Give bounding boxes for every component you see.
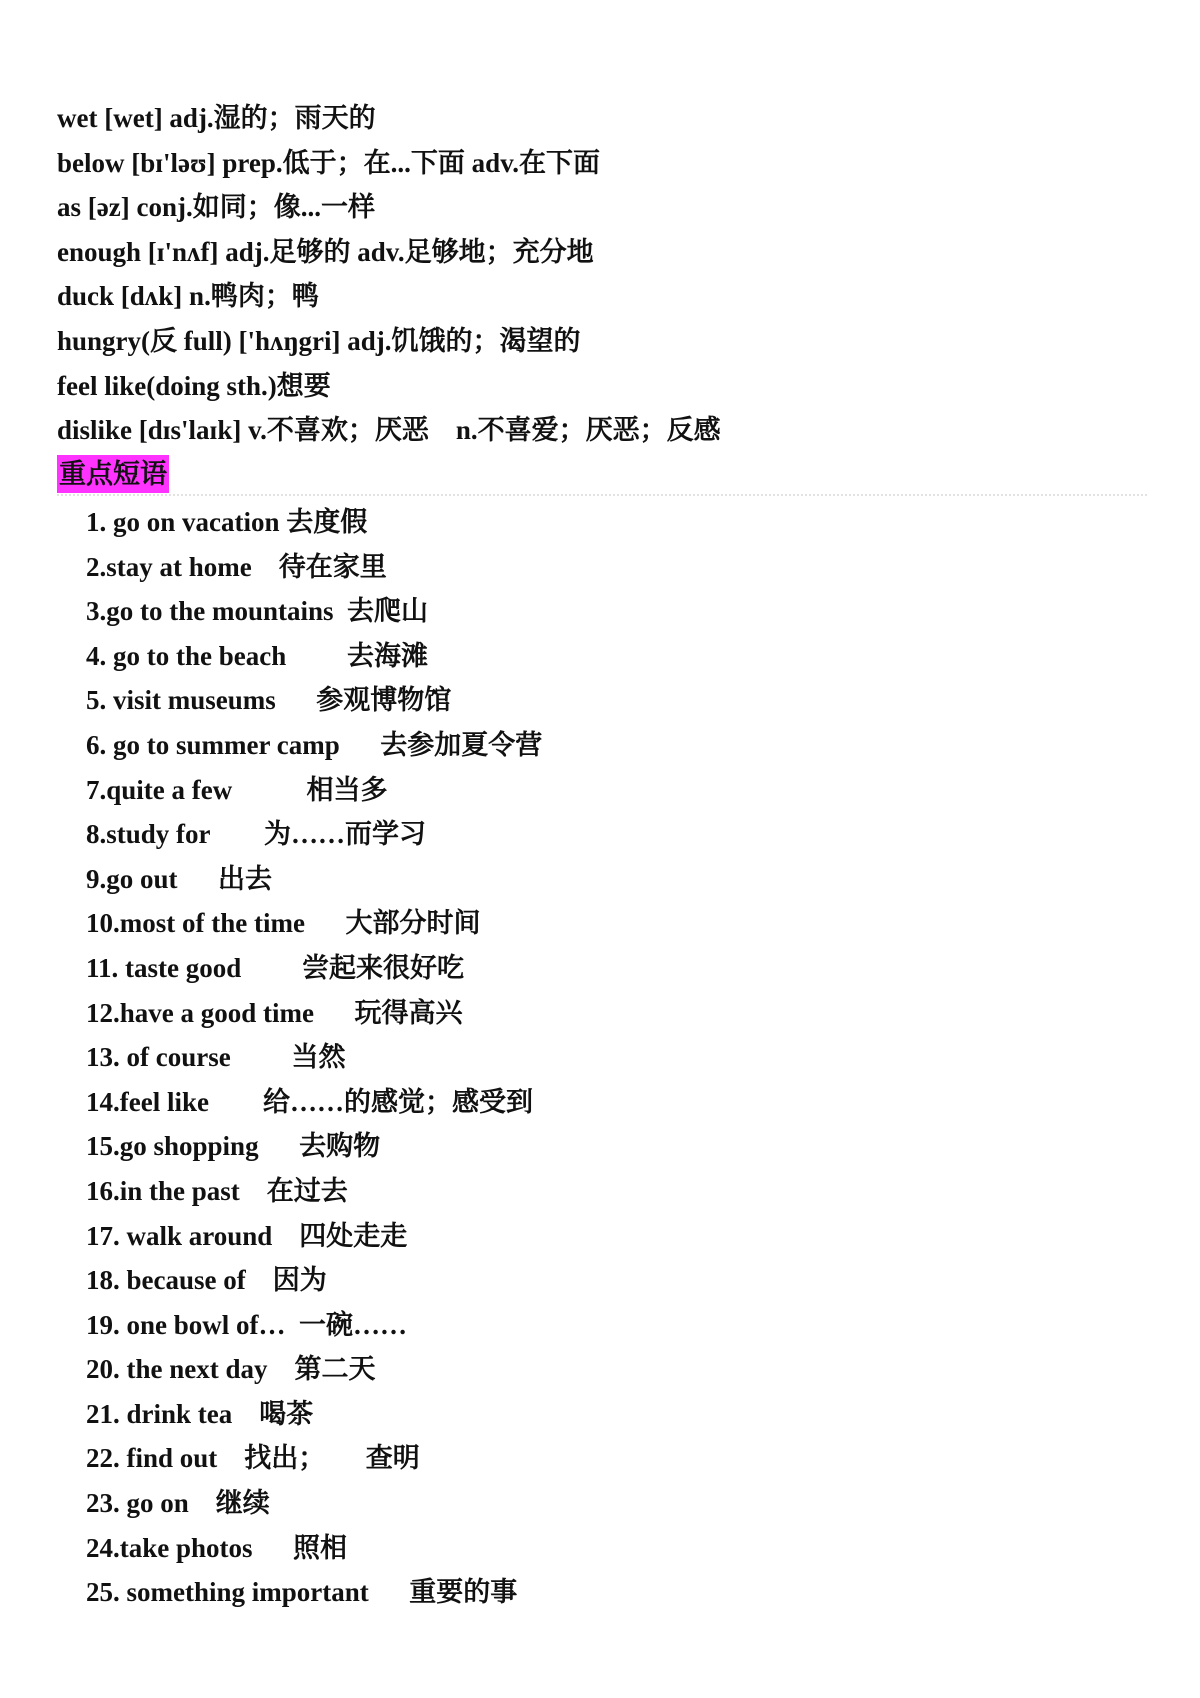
section-heading-row	[57, 455, 1157, 495]
vocabulary-entry: duck [dʌk] n.鸭肉；鸭	[57, 281, 319, 312]
phrase-item: 22. find out 找出； 查明	[86, 1443, 420, 1474]
phrase-item: 24.take photos 照相	[86, 1532, 348, 1563]
phrase-item: 7.quite a few 相当多	[86, 774, 388, 805]
phrase-item: 4. go to the beach 去海滩	[86, 640, 428, 671]
phrase-item: 8.study for 为……而学习	[86, 819, 427, 850]
dotted-divider	[57, 494, 1147, 496]
phrase-item: 21. drink tea 喝茶	[86, 1398, 314, 1429]
phrase-item: 25. something important 重要的事	[86, 1577, 518, 1608]
phrase-item: 13. of course 当然	[86, 1042, 346, 1073]
vocabulary-entry: as [əz] conj.如同；像...一样	[57, 192, 375, 223]
phrase-item: 16.in the past 在过去	[86, 1175, 348, 1206]
phrase-item: 14.feel like 给……的感觉；感受到	[86, 1086, 533, 1117]
phrase-item: 19. one bowl of… 一碗……	[86, 1309, 408, 1340]
phrase-item: 10.most of the time 大部分时间	[86, 908, 481, 939]
section-heading-key-phrases: 重点短语	[57, 455, 169, 493]
vocabulary-entry: enough [ɪ'nʌf] adj.足够的 adv.足够地；充分地	[57, 236, 594, 267]
vocabulary-entry: below [bɪ'ləʊ] prep.低于；在...下面 adv.在下面	[57, 147, 600, 178]
phrase-item: 15.go shopping 去购物	[86, 1131, 381, 1162]
phrase-item: 9.go out 出去	[86, 863, 273, 894]
phrase-item: 5. visit museums 参观博物馆	[86, 685, 452, 716]
phrase-item: 3.go to the mountains 去爬山	[86, 596, 429, 627]
phrase-item: 2.stay at home 待在家里	[86, 551, 387, 582]
vocabulary-entry: hungry(反 full) ['hʌŋgri] adj.饥饿的；渴望的	[57, 325, 581, 356]
vocabulary-entry: wet [wet] adj.湿的；雨天的	[57, 103, 376, 133]
phrase-item: 11. taste good 尝起来很好吃	[86, 952, 464, 983]
phrase-item: 12.have a good time 玩得高兴	[86, 997, 463, 1028]
phrase-item: 18. because of 因为	[86, 1265, 327, 1296]
phrase-item: 20. the next day 第二天	[86, 1354, 376, 1385]
phrase-item: 17. walk around 四处走走	[86, 1220, 408, 1251]
vocabulary-list	[57, 96, 1157, 453]
phrase-item: 6. go to summer camp 去参加夏令营	[86, 729, 543, 760]
vocabulary-entry: feel like(doing sth.)想要	[57, 370, 331, 401]
vocabulary-entry: dislike [dɪs'laɪk] v.不喜欢；厌恶 n.不喜爱；厌恶；反感	[57, 415, 721, 446]
key-phrases-list	[86, 500, 1136, 1615]
phrase-item: 1. go on vacation 去度假	[86, 507, 368, 537]
phrase-item: 23. go on 继续	[86, 1488, 270, 1519]
